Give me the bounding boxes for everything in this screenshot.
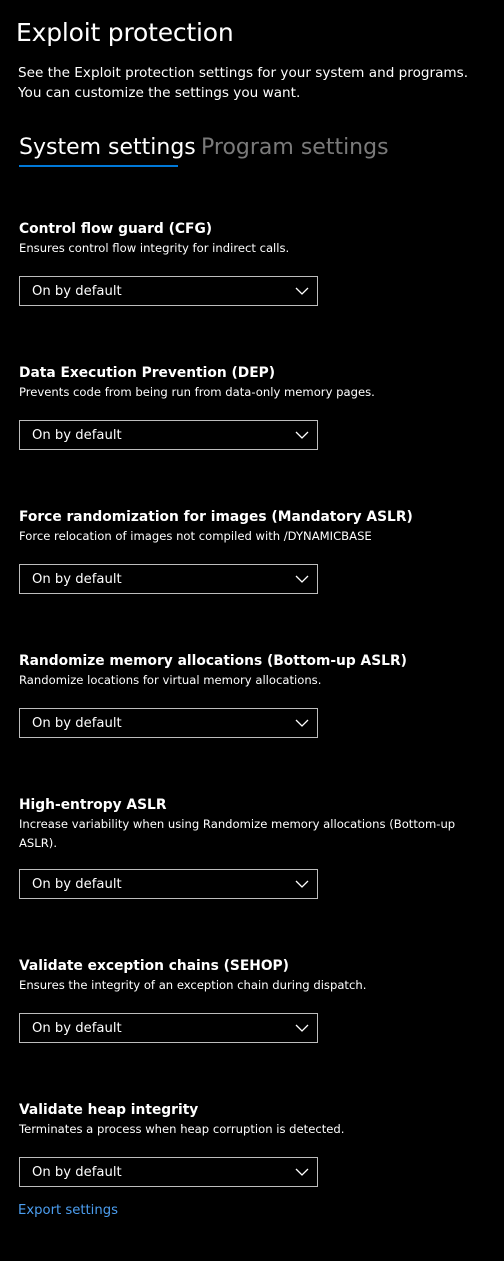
mandatory-aslr-dropdown[interactable] [19, 564, 318, 594]
setting-title: Force randomization for images (Mandatory ASLR) [19, 509, 413, 525]
setting-description: Force relocation of images not compiled with /DYNAMICBASE [19, 529, 372, 543]
heap-integrity-dropdown[interactable] [19, 1157, 318, 1187]
bottom-up-aslr-dropdown[interactable] [19, 708, 318, 738]
setting-title: Validate exception chains (SEHOP) [19, 958, 289, 974]
setting-bottom-up-aslr [19, 651, 489, 731]
sehop-dropdown[interactable] [19, 1013, 318, 1043]
chevron-down-icon [295, 878, 309, 890]
export-settings-link[interactable]: Export settings [18, 1203, 118, 1218]
setting-title: Validate heap integrity [19, 1102, 199, 1118]
setting-title: Control flow guard (CFG) [19, 221, 213, 237]
setting-high-entropy-aslr [19, 795, 489, 892]
chevron-down-icon [295, 1022, 309, 1034]
setting-description: Increase variability when using Randomize memory allocations (Bottom-up ASLR). [19, 817, 456, 850]
setting-mandatory-aslr [19, 507, 489, 587]
setting-description: Terminates a process when heap corruption is detected. [19, 1122, 345, 1136]
chevron-down-icon [295, 429, 309, 441]
setting-description: Prevents code from being run from data-only memory pages. [19, 385, 375, 399]
dropdown-value: On by default [32, 428, 122, 443]
dropdown-value: On by default [32, 1165, 122, 1180]
dropdown-value: On by default [32, 716, 122, 731]
chevron-down-icon [295, 717, 309, 729]
tab-selected-underline [19, 165, 178, 167]
chevron-down-icon [295, 573, 309, 585]
setting-heap-integrity [19, 1100, 489, 1180]
high-entropy-aslr-dropdown[interactable] [19, 869, 318, 899]
dropdown-value: On by default [32, 1021, 122, 1036]
tab-program-settings[interactable]: Program settings [201, 135, 389, 160]
chevron-down-icon [295, 285, 309, 297]
setting-cfg [19, 219, 489, 299]
tab-system-settings[interactable]: System settings [19, 135, 196, 160]
dropdown-value: On by default [32, 572, 122, 587]
setting-description: Ensures the integrity of an exception chain during dispatch. [19, 978, 367, 992]
setting-title: Randomize memory allocations (Bottom-up ASLR) [19, 653, 407, 669]
setting-description: Ensures control flow integrity for indirect calls. [19, 241, 290, 255]
setting-description: Randomize locations for virtual memory allocations. [19, 673, 322, 687]
dropdown-value: On by default [32, 877, 122, 892]
setting-sehop [19, 956, 489, 1036]
setting-dep [19, 363, 489, 443]
setting-title: High-entropy ASLR [19, 797, 167, 813]
chevron-down-icon [295, 1166, 309, 1178]
cfg-dropdown[interactable] [19, 276, 318, 306]
page-title: Exploit protection [16, 18, 234, 47]
page-description: See the Exploit protection settings for your system and programs. You can customize the settings you want. [18, 65, 469, 101]
dropdown-value: On by default [32, 284, 122, 299]
setting-title: Data Execution Prevention (DEP) [19, 365, 276, 381]
dep-dropdown[interactable] [19, 420, 318, 450]
